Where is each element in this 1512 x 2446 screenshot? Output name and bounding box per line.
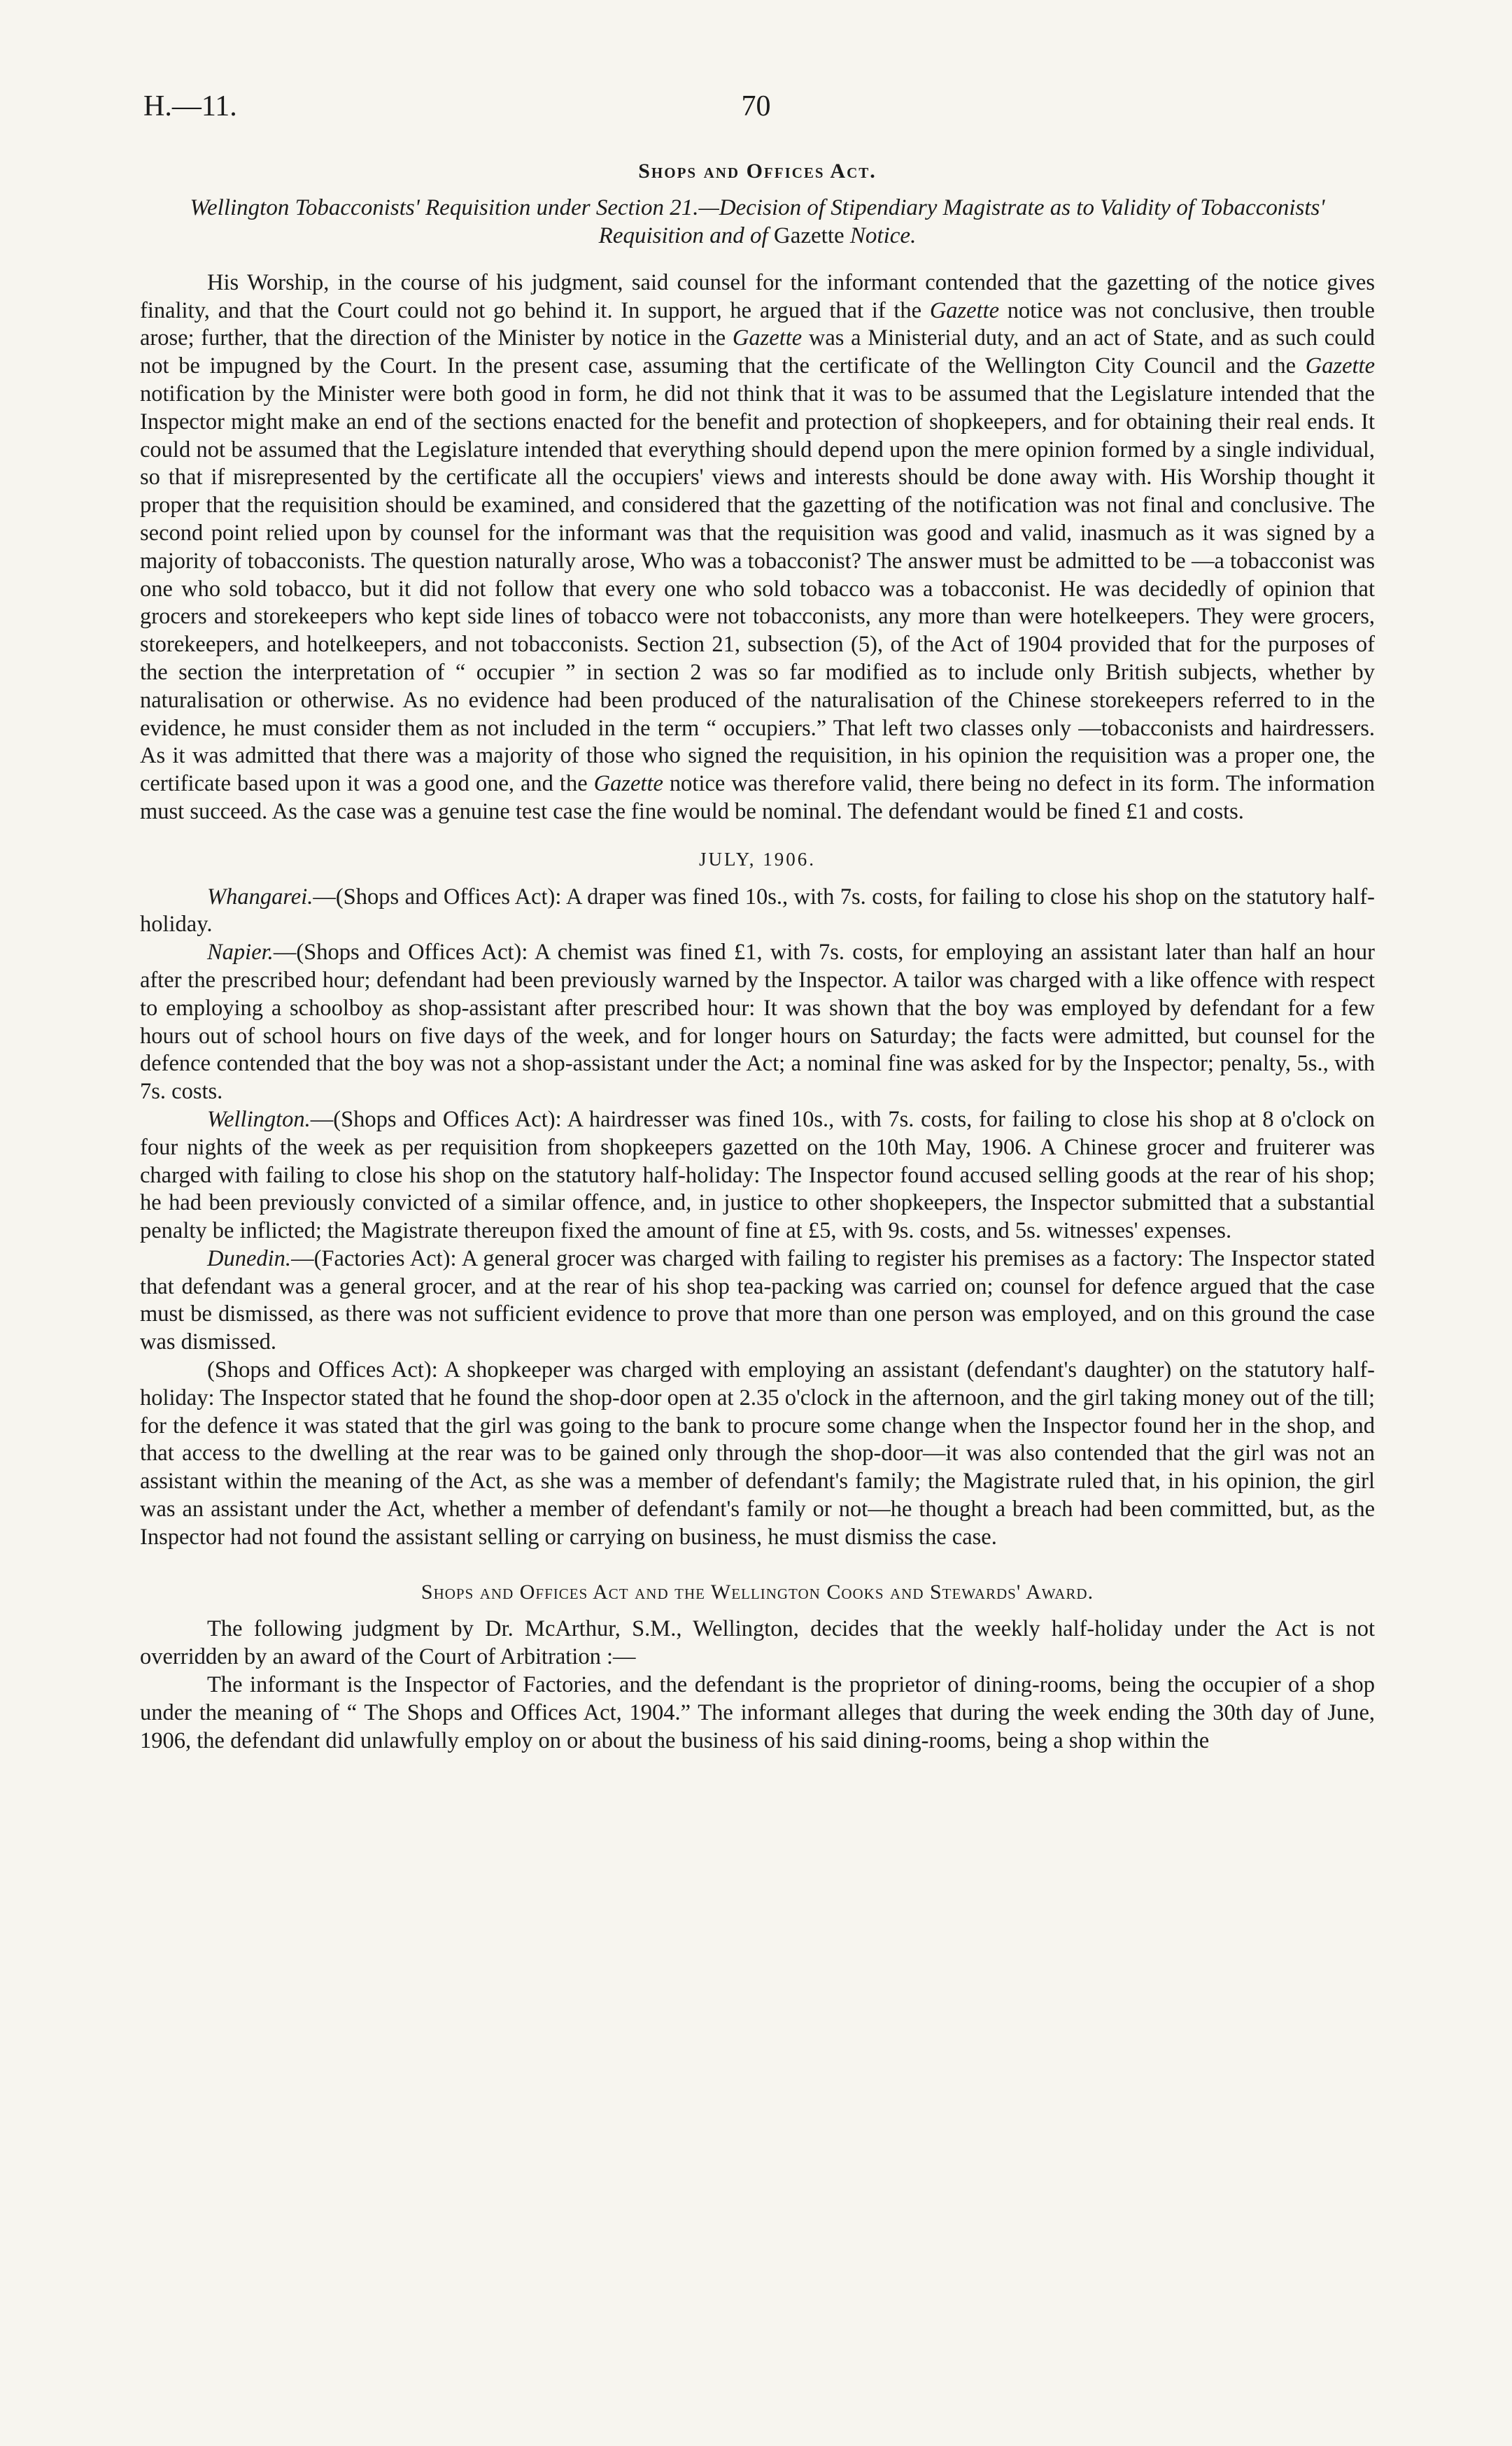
case-text: —(Shops and Offices Act): A draper was fined 10s., with 7s. costs, for failing to close his shop on the statutory half-holiday. bbox=[140, 884, 1375, 938]
case-dunedin bbox=[140, 1245, 1375, 1357]
case-text: —(Shops and Offices Act): A hairdresser was fined 10s., with 7s. costs, for failing to close his shop at 8 o'clock on four nights of the week as per requisition from shopkeepers gazetted on the 10th May, 1906. A Chinese grocer and fruiterer was charged with failing to close his shop on the statutory half-holiday: The Inspector found accused selling goods at the rear of his shop; he had been previously convicted of a similar offence, and, in justice to other shopkeepers, the Inspector submitted that a substantial penalty be inflicted; the Magistrate thereupon fixed the amount of fine at £5, with 9s. costs, and 5s. witnesses' expenses. bbox=[140, 1106, 1375, 1244]
page-header bbox=[143, 90, 1369, 125]
place-wellington: Wellington. bbox=[207, 1106, 311, 1132]
section-heading-shops-offices: Shops and Offices Act. bbox=[638, 160, 877, 183]
award-case-paragraph: The informant is the Inspector of Factories, and the defendant is the proprietor of dining-rooms, being the occupier of a shop under the meaning of “ The Shops and Offices Act, 1904.” The informant alleges that during the week ending the 30th day of June, 1906, the defendant did unlawfully employ on or about the business of his said dining-rooms, being a shop within the bbox=[140, 1672, 1375, 1753]
page-body bbox=[140, 157, 1375, 1755]
gazette-term: Gazette bbox=[732, 325, 803, 351]
judgment-text-a: His Worship, in the course of his judgment, said counsel for the informant contended that the gazetting of the notice gives finality, and that the Court could not go behind it. In support, he argued that if the bbox=[140, 269, 1375, 323]
judgment-text-e: notice was therefore valid, there being no defect in its form. The information must succeed. As the case was a genuine test case the fine would be nominal. The defendant would be fined £1 and costs. bbox=[140, 771, 1376, 824]
judgment-text-b: notice was not conclusive, then trouble arose; further, that the direction of the Minister by notice in the bbox=[140, 297, 1375, 351]
judgment-paragraph bbox=[140, 269, 1375, 826]
section-subheading bbox=[189, 194, 1326, 250]
section-heading-cooks-stewards: Shops and Offices Act and the Wellington Cooks and Stewards' Award. bbox=[421, 1580, 1094, 1604]
subheading-end: Notice. bbox=[844, 222, 917, 248]
subheading-gazette: Gazette bbox=[773, 222, 845, 248]
judgment-text-d: notification by the Minister were both good in form, he did not think that it was to be assumed that the Legislature intended that the Inspector might make an end of the sections enacted for the benefit and protection of shopkeepers, and for obtaining their real ends. It could not be assumed that the Legislature intended that everything should depend upon the mere opinion formed by a single individual, so that if misrepresented by the certificate all the occupiers' views and interests should be done away with. His Worship thought it proper that the requisition should be examined, and considered that the gazetting of the notification was not final and conclusive. The second point relied upon by counsel for the informant was that the requisition was good and valid, inasmuch as it was signed by a majority of tobacconists. The question naturally arose, Who was a tobacconist? The answer must be admitted to be —a tobacconist was one who sold tobacco, but it did not follow that every one who sold tobacco was a tobacconist. He was decidedly of opinion that grocers and storekeepers who kept side lines of tobacco were not tobacconists, any more than were hotelkeepers. They were grocers, storekeepers, and hotelkeepers, and not tobacconists. Section 21, subsection (5), of the Act of 1904 provided that for the purposes of the section the interpretation of “ occupier ” in section 2 was so far modified as to include only British subjects, whether by naturalisation or otherwise. As no evidence had been produced of the naturalisation of the Chinese storekeepers referred to in the evidence, he must consider them as not included in the term “ occupiers.” That left two classes only —tobacconists and hairdressers. As it was admitted that there was a majority of those who signed the requisition, in his opinion the requisition was a proper one, the certificate based upon it was a good one, and the bbox=[140, 381, 1375, 797]
month-heading: JULY, 1906. bbox=[698, 848, 817, 870]
subheading-text: Wellington Tobacconists' Requisition under Section 21.—Decision of Stipendiary Magistrate as to Validity of Tobacconists' Requisition and of bbox=[190, 195, 1325, 248]
gazette-term: Gazette bbox=[1305, 353, 1375, 379]
place-whangarei: Whangarei. bbox=[207, 884, 313, 910]
case-wellington bbox=[140, 1106, 1375, 1245]
case-dunedin-shops: (Shops and Offices Act): A shopkeeper was charged with employing an assistant (defendant's daughter) on the statutory half-holiday: The Inspector stated that he found the shop-door open at 2.35 o'clock in the afternoon, and the girl taking money out of the till; for the defence it was stated that the girl was going to the bank to procure some change when the Inspector found her in the shop, and that access to the dwelling at the rear was to be gained only through the shop-door—it was also contended that the girl was not an assistant within the meaning of the Act, as she was a member of defendant's family; the Magistrate ruled that, in his opinion, the girl was an assistant under the Act, whether a member of defendant's family or not—he thought a breach had been committed, but, as the Inspector had not found the assistant selling or carrying on business, he must dismiss the case. bbox=[140, 1357, 1375, 1550]
case-text: —(Factories Act): A general grocer was charged with failing to register his premises as a factory: The Inspector stated that defendant was a general grocer, and at the rear of his shop tea-packing was carried on; counsel for defence argued that the case must be dismissed, as there was not sufficient evidence to prove that more than one person was employed, and on this ground the case was dismissed. bbox=[140, 1245, 1375, 1355]
award-intro-paragraph: The following judgment by Dr. McArthur, S.M., Wellington, decides that the weekly half-holiday under the Act is not overridden by an award of the Court of Arbitration :— bbox=[140, 1616, 1375, 1670]
judgment-text-c: was a Ministerial duty, and an act of State, and as such could not be impugned by the Court. In the present case, assuming that the certificate of the Wellington City Council and the bbox=[140, 325, 1375, 379]
case-text: —(Shops and Offices Act): A chemist was fined £1, with 7s. costs, for employing an assistant later than half an hour after the prescribed hour; defendant had been previously warned by the Inspector. A tailor was charged with a like offence with respect to employing a schoolboy as shop-assistant after prescribed hour: It was shown that the boy was employed by defendant for a few hours out of school hours on five days of the week, and for longer hours on Saturday; the facts were admitted, but counsel for the defence contended that the boy was not a shop-assistant under the Act; a nominal fine was asked for by the Inspector; penalty, 5s., with 7s. costs. bbox=[140, 940, 1375, 1105]
place-napier: Napier. bbox=[207, 940, 274, 966]
report-reference: H.—11. bbox=[143, 90, 237, 122]
case-whangarei bbox=[140, 884, 1375, 940]
case-napier bbox=[140, 939, 1375, 1106]
page-number: 70 bbox=[741, 90, 771, 122]
place-dunedin: Dunedin. bbox=[207, 1245, 292, 1271]
gazette-term: Gazette bbox=[593, 771, 663, 797]
gazette-term: Gazette bbox=[929, 297, 1000, 323]
